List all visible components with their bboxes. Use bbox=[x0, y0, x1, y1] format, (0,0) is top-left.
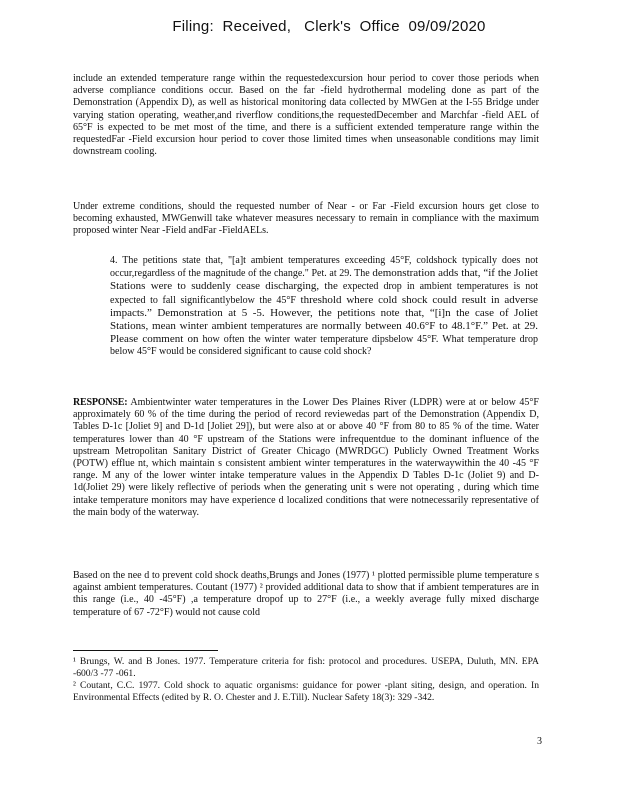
footnotes bbox=[73, 656, 539, 704]
paragraph-excursion-range: include an extended temperature range within the requestedexcursion hour period to cover those periods when adverse compliance conditions occur. Based on the far -field hydrothermal modeling done as part of the Demonstration (Appendix D), as well as historical monitoring data collected by MWGen at the I-55 Bridge under varying station operating, weather,and riverflow conditions,the requestedDecember and Marchfar -field AEL of 65°F is expected to be met most of the time, and there is a sufficient extended temperature range within the requestedFar -Field excursion hour period to cover those limited times when unseasonable conditions may limit downstream cooling. bbox=[73, 73, 539, 158]
question-4-text-b: demonstration adds that, “if the Joliet Stations were to suddenly cease discharging, the bbox=[110, 267, 538, 293]
footnote-1: ¹ Brungs, W. and B Jones. 1977. Temperature criteria for fish: protocol and procedures. USEPA, Duluth, MN. EPA -600/3 -77 -061. bbox=[73, 656, 539, 679]
question-4-text-d: threshold where cold shock could result in adverse impacts.” Demonstration at 5 -5. However, the petitions note that, “[i]n the case of Joliet Stations, mean winter ambient bbox=[110, 293, 539, 333]
question-4 bbox=[110, 255, 538, 359]
paragraph-extreme-conditions: Under extreme conditions, should the requested number of Near - or Far -Field excursion hours get close to becoming exhausted, MWGenwill take whatever measures necessary to remain in compliance with the maximum proposed winter Near -Field andFar -FieldAELs. bbox=[73, 201, 539, 237]
response-paragraph bbox=[73, 397, 539, 519]
question-4-text-a: 4. The petitions state that, "[a]t ambient temperatures exceeding 45°F, coldshock typically does not occur,regardless of the magnitude of the change." Pet. at 29. The bbox=[110, 255, 538, 280]
question-4-text-c: expected drop in ambient temperatures is not expected to fall significantlybelow the 45°F bbox=[110, 281, 538, 306]
response-text: Ambientwinter water temperatures in the Lower Des Plaines River (LDPR) were at or below 45°F approximately 60 % of the time during the period of record reviewedas part of the Demonstration (Appendix D, Tables D-1c [Joliet 9] and D-1d [Joliet 29]), but were also at or above 40 °F from 80 to 85 % of the time. Water temperatures lower than 40 °F upstream of the Stations were infrequentdue to the dominant influence of the upstream Metropolitan Sanitary District of Greater Chicago (MWRDGC) Publicly Owned Treatment Works (POTW) efflue nt, which maintain s consistent ambient winter temperatures in the waterwaywithin the 40 -45 °F range. M any of the lower winter intake temperature values in the Appendix D Tables D-1c (Joliet 9) and D-1d(Joliet 29) were likely reflective of periods when the generating unit s were not operating , during which time intake temperature monitors may have experience d localized conditions that were notnecessarily representative of the main body of the waterway. bbox=[73, 397, 539, 518]
footnote-divider bbox=[73, 650, 218, 651]
question-4-text-f: normally between 40.6°F to 48.1°F.” Pet. at 29. Please comment on bbox=[110, 320, 538, 346]
response-label: RESPONSE: bbox=[73, 397, 128, 408]
question-4-text-g: how often the winter water temperature dipsbelow 45°F. What temperature drop below 45°F would be considered significant to cause cold shock? bbox=[110, 334, 538, 358]
footnote-2: ² Coutant, C.C. 1977. Cold shock to aquatic organisms: guidance for power -plant siting, design, and operation. In Environmental Effects (edited by R. O. Chester and J. E.Till). Nuclear Safety 18(3): 329 -342. bbox=[73, 680, 539, 703]
filing-stamp-header: Filing: Received, Clerk's Office 09/09/2020 bbox=[172, 18, 486, 35]
question-4-text-e: temperatures are bbox=[247, 321, 322, 333]
paragraph-cold-shock: Based on the nee d to prevent cold shock deaths,Brungs and Jones (1977) ¹ plotted permissible plume temperature s against ambient temperatures. Coutant (1977) ² provided additional data to show that if ambient temperatures are in this range (i.e., 40 -45°F) ,a temperature dropof up to 27°F (i.e., a weekly average fully mixed discharge temperature of 67 -72°F) would not cause cold bbox=[73, 570, 539, 618]
page-number: 3 bbox=[537, 736, 542, 747]
